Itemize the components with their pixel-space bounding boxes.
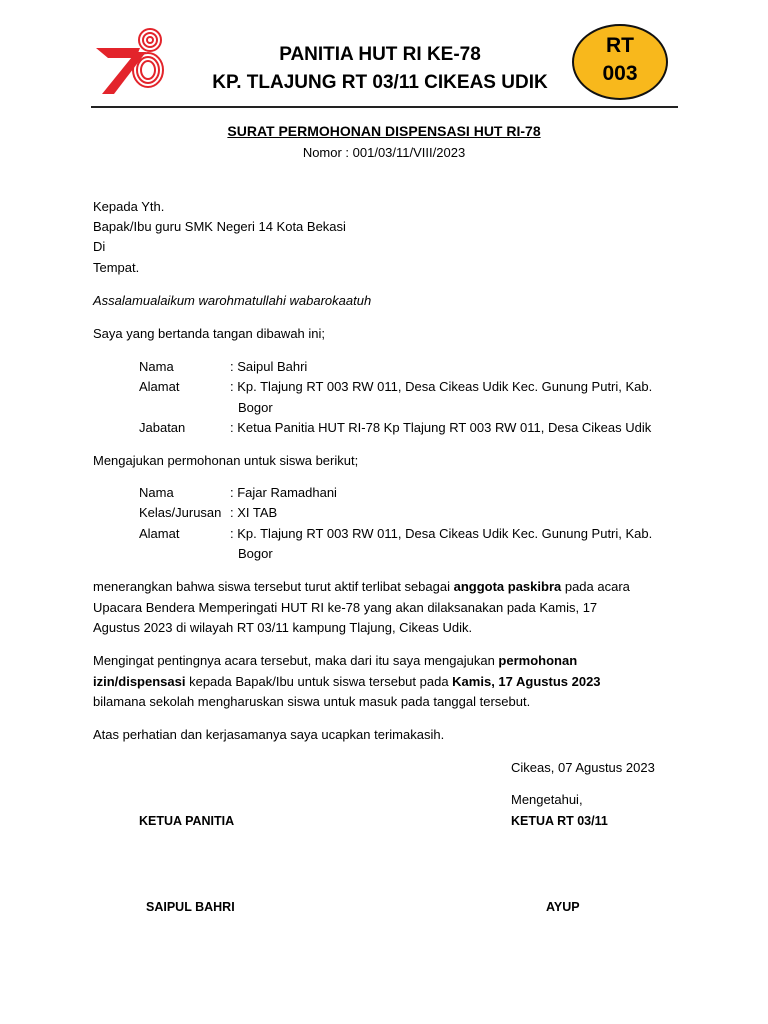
para1-role: anggota paskibra (453, 579, 562, 594)
rt-badge-line2: 003 (602, 62, 638, 85)
signer-position-label: Jabatan (139, 420, 186, 435)
signer-position-value: : Ketua Panitia HUT RI-78 Kp Tlajung RT 003 RW 011, Desa Cikeas Udik (230, 420, 652, 435)
greeting: Assalamualaikum warohmatullahi wabarokaatuh (93, 293, 372, 308)
left-signature-name: SAIPUL BAHRI (146, 900, 235, 914)
student-address-label: Alamat (139, 526, 180, 541)
para2-permohonan: permohonan (498, 653, 578, 668)
right-signature-title: KETUA RT 03/11 (511, 814, 608, 828)
para1-text-a: menerangkan bahwa siswa tersebut turut aktif terlibat sebagai (93, 579, 454, 594)
intro-text: Saya yang bertanda tangan dibawah ini; (93, 326, 326, 341)
para2-text-a: Mengingat pentingnya acara tersebut, maka dari itu saya mengajukan (93, 653, 499, 668)
signer-address-label: Alamat (139, 379, 180, 394)
place-date: Cikeas, 07 Agustus 2023 (511, 760, 655, 775)
para2-text-d: kepada Bapak/Ibu untuk siswa tersebut pada (185, 673, 453, 689)
para2-date: Kamis, 17 Agustus 2023 (452, 673, 601, 689)
letter-title: SURAT PERMOHONAN DISPENSASI HUT RI-78 (227, 123, 541, 139)
para1-line-3: Agustus 2023 di wilayah RT 03/11 kampung Tlajung, Cikeas Udik. (93, 620, 473, 635)
request-intro: Mengajukan permohonan untuk siswa berikut; (93, 453, 359, 468)
committee-name: PANITIA HUT RI KE-78 (279, 44, 481, 65)
signer-address-value: : Kp. Tlajung RT 003 RW 011, Desa Cikeas Udik Kec. Gunung Putri, Kab. (230, 379, 653, 394)
signer-name-label: Nama (139, 359, 174, 374)
paragraph-participation (93, 577, 693, 639)
right-signature-name: AYUP (546, 900, 580, 914)
para1-line-2: Upacara Bendera Memperingati HUT RI ke-78 yang akan dilaksanakan pada Kamis, 17 (93, 599, 598, 615)
rt-badge-line1: RT (606, 34, 634, 57)
student-address-value: : Kp. Tlajung RT 003 RW 011, Desa Cikeas Udik Kec. Gunung Putri, Kab. (230, 526, 653, 541)
rt-badge (572, 24, 668, 100)
recipient-line-2: Bapak/Ibu guru SMK Negeri 14 Kota Bekasi (93, 219, 346, 234)
recipient-line-1: Kepada Yth. (93, 199, 165, 214)
signer-name-value: : Saipul Bahri (230, 359, 308, 374)
para1-text-c: pada acara (561, 579, 630, 594)
left-signature-title: KETUA PANITIA (139, 814, 235, 828)
student-name-label: Nama (139, 485, 174, 500)
student-address-cont: Bogor (238, 546, 273, 561)
letter-number: Nomor : 001/03/11/VIII/2023 (302, 145, 466, 160)
paragraph-request (93, 651, 693, 713)
signer-address-cont: Bogor (238, 400, 273, 415)
acknowledged-label: Mengetahui, (511, 792, 583, 807)
para2-line-3: bilamana sekolah mengharuskan siswa untuk masuk pada tanggal tersebut. (93, 694, 531, 709)
recipient-line-3: Di (93, 239, 106, 254)
committee-address: KP. TLAJUNG RT 03/11 CIKEAS UDIK (212, 72, 548, 93)
para2-dispensation: izin/dispensasi (93, 673, 186, 689)
student-name-value: : Fajar Ramadhani (230, 485, 337, 500)
student-class-label: Kelas/Jurusan (139, 505, 222, 520)
header-divider (91, 106, 678, 108)
student-class-value: : XI TAB (230, 505, 278, 520)
recipient-line-4: Tempat. (93, 260, 140, 275)
closing-text: Atas perhatian dan kerjasamanya saya ucapkan terimakasih. (93, 727, 445, 742)
